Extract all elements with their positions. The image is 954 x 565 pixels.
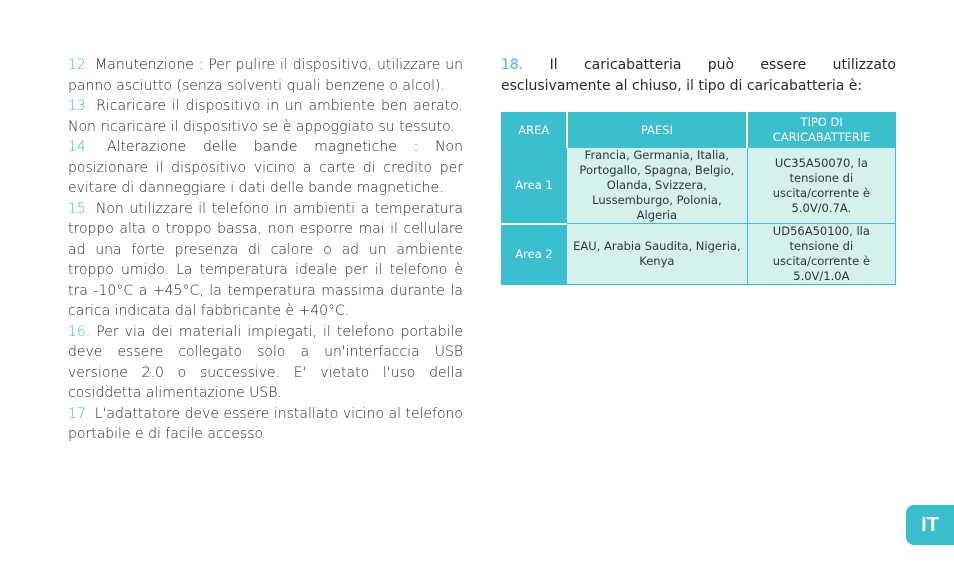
item-14 — [68, 137, 463, 199]
item-keyword: Ricaricare — [96, 98, 167, 114]
item-17 — [68, 404, 463, 445]
item-18 — [501, 55, 896, 97]
item-text: il dispositivo in un ambiente ben aerato. Non ricaricare il dispositivo se è appoggiato su tessuto. — [68, 98, 463, 135]
table-row — [502, 224, 896, 285]
charger-table — [501, 112, 896, 285]
header-charger-type: TIPO DI CARICABATTERIE — [747, 113, 895, 148]
item-text: Il caricabatteria può essere utilizzato esclusivamente al chiuso, il tipo di caricabatteria è: — [501, 57, 896, 94]
left-column — [68, 55, 463, 445]
item-text: Non posizionare il dispositivo vicino a carte di credito per evitare di danneggiare i dati delle bande magnetiche. — [68, 139, 463, 196]
item-number: 17. — [68, 405, 91, 422]
item-keyword: Alterazione delle bande magnetiche : — [107, 139, 419, 155]
item-number: 16. — [68, 323, 91, 340]
item-text: L'adattatore deve essere installato vicino al telefono portabile e di facile accesso — [68, 405, 463, 442]
charger-cell: UD56A50100, lla tensione di uscita/corrente è 5.0V/1.0A — [747, 224, 895, 285]
item-number: 18. — [501, 57, 524, 73]
item-text: Per pulire il dispositivo, utilizzare un panno asciutto (senza solventi quali benzene o alcol). — [68, 57, 463, 94]
area-cell: Area 2 — [502, 224, 567, 285]
item-13 — [68, 96, 463, 137]
countries-cell: EAU, Arabia Saudita, Nigeria, Kenya — [567, 224, 748, 285]
table-header-row — [502, 113, 896, 148]
header-countries: PAESI — [567, 113, 748, 148]
item-number: 15. — [68, 200, 91, 217]
item-keyword: Manutenzione : — [95, 57, 204, 73]
header-area: AREA — [502, 113, 567, 148]
right-column — [501, 55, 896, 97]
item-15 — [68, 199, 463, 322]
item-text: Per via dei materiali impiegati, il telefono portabile deve essere collegato solo a un'interfaccia USB versione 2.0 o successive. E' vietato l'uso della cosiddetta alimentazione USB. — [68, 323, 463, 401]
charger-cell: UC35A50070, la tensione di uscita/corrente è 5.0V/0.7A. — [747, 148, 895, 224]
area-cell: Area 1 — [502, 148, 567, 224]
item-number: 14. — [68, 139, 91, 155]
item-number: 13. — [68, 98, 91, 114]
language-badge: IT — [906, 505, 954, 545]
item-16 — [68, 322, 463, 404]
item-text: Non utilizzare il telefono in ambienti a temperatura troppo alta o troppo bassa, non esporre mai il cellulare ad una forte presenza di calore o ad un ambiente troppo umido. La temperatura ideale per il telefono è tra -10°C a +45°C, la temperatura massima durante la carica indicata dal fabbricante è +40°C. — [68, 200, 463, 319]
item-12 — [68, 55, 463, 96]
countries-cell: Francia, Germania, Italia, Portogallo, Spagna, Belgio, Olanda, Svizzera, Lussemburgo, Polonia, Algeria — [567, 148, 748, 224]
item-number: 12. — [68, 57, 91, 73]
table-row — [502, 148, 896, 224]
